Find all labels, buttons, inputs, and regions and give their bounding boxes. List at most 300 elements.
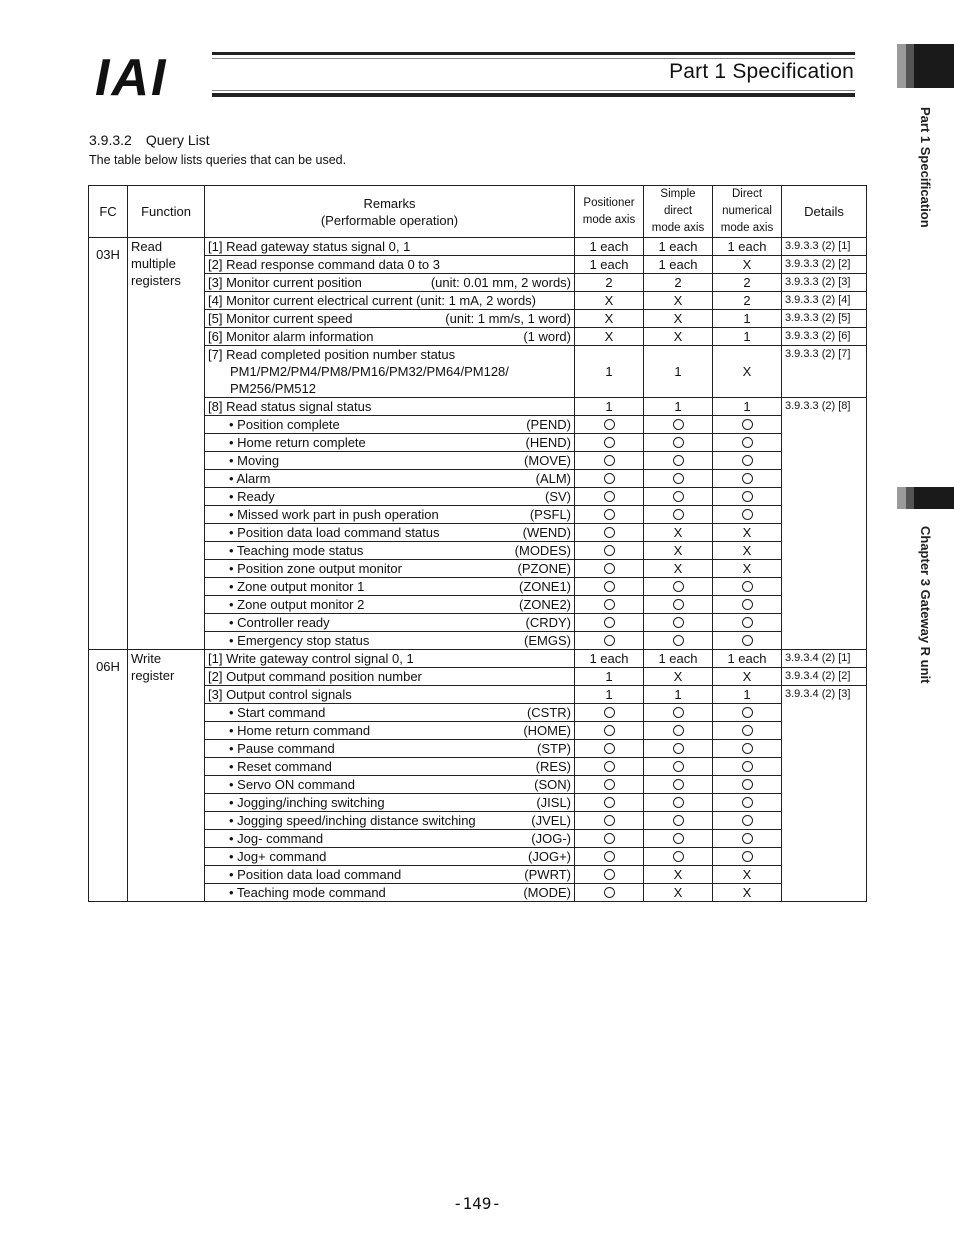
circle-mark-icon (673, 833, 684, 844)
circle-mark-icon (742, 473, 753, 484)
remark-unit: (unit: 0.01 mm, 2 words) (430, 275, 571, 290)
side-label-chapter: Chapter 3 Gateway R unit (918, 526, 933, 684)
signal-label: • Position zone output monitor (229, 561, 402, 576)
header-fc: FC (89, 186, 128, 238)
signal-code: (MODES) (514, 543, 571, 558)
value-cell (713, 416, 782, 434)
value-cell: X (713, 866, 782, 884)
value-cell (575, 632, 644, 650)
value-cell (713, 776, 782, 794)
circle-mark-icon (604, 779, 615, 790)
remark-cell (205, 776, 575, 794)
signal-label: • Ready (229, 489, 275, 504)
remark-cell (205, 596, 575, 614)
signal-code: (PWRT) (524, 867, 571, 882)
remark-cell (205, 830, 575, 848)
fc-cell (89, 650, 128, 902)
remark-cell: [1] Read gateway status signal 0, 1 (205, 238, 575, 256)
circle-mark-icon (673, 473, 684, 484)
value-cell (713, 452, 782, 470)
remark-text: [6] Monitor alarm information (208, 329, 374, 344)
signal-code: (HEND) (525, 435, 571, 450)
table-row (89, 668, 867, 686)
table-row (89, 488, 867, 506)
value-cell: 1 (713, 328, 782, 346)
circle-mark-icon (742, 635, 753, 646)
remark-cell: [3] Output control signals (205, 686, 575, 704)
circle-mark-icon (742, 437, 753, 448)
value-cell: X (644, 328, 713, 346)
table-row (89, 328, 867, 346)
remark-line: PM1/PM2/PM4/PM8/PM16/PM32/PM64/PM128/ (230, 364, 509, 379)
remark-unit: (1 word) (523, 329, 571, 344)
circle-mark-icon (673, 779, 684, 790)
value-cell: 2 (713, 274, 782, 292)
remark-cell: [1] Write gateway control signal 0, 1 (205, 650, 575, 668)
value-cell: 1 each (644, 238, 713, 256)
header-positioner: Positioner mode axis (575, 186, 644, 238)
value-cell (644, 452, 713, 470)
value-cell (644, 740, 713, 758)
signal-label: • Jogging/inching switching (229, 795, 385, 810)
value-cell: 1 (575, 686, 644, 704)
circle-mark-icon (742, 599, 753, 610)
value-cell (713, 740, 782, 758)
value-cell (575, 596, 644, 614)
value-cell (713, 722, 782, 740)
signal-item (208, 416, 571, 433)
signal-item (208, 776, 571, 793)
value-cell: 1 (575, 346, 644, 398)
signal-code: (STP) (537, 741, 571, 756)
circle-mark-icon (604, 455, 615, 466)
circle-mark-icon (742, 491, 753, 502)
value-cell (644, 614, 713, 632)
value-cell: 1 each (575, 256, 644, 274)
signal-label: • Zone output monitor 2 (229, 597, 365, 612)
details-cell: 3.9.3.3 (2) [4] (782, 292, 867, 310)
side-label-part: Part 1 Specification (918, 107, 933, 228)
signal-item (208, 848, 571, 865)
circle-mark-icon (604, 473, 615, 484)
remark-cell (205, 884, 575, 902)
circle-mark-icon (604, 599, 615, 610)
iai-logo (95, 52, 213, 100)
value-cell (575, 524, 644, 542)
circle-mark-icon (742, 761, 753, 772)
signal-item (208, 524, 571, 541)
signal-code: (JOG+) (528, 849, 571, 864)
value-cell (713, 794, 782, 812)
signal-label: • Teaching mode status (229, 543, 364, 558)
circle-mark-icon (604, 527, 615, 538)
value-cell (713, 434, 782, 452)
value-cell (713, 578, 782, 596)
details-cell: 3.9.3.3 (2) [6] (782, 328, 867, 346)
circle-mark-icon (604, 491, 615, 502)
value-cell (575, 776, 644, 794)
value-cell (713, 704, 782, 722)
remark-unit: (unit: 1 mm/s, 1 word) (445, 311, 571, 326)
remark-cell (205, 434, 575, 452)
remark-cell (205, 328, 575, 346)
signal-item (208, 452, 571, 469)
remark-cell (205, 578, 575, 596)
circle-mark-icon (742, 779, 753, 790)
signal-label: • Pause command (229, 741, 335, 756)
circle-mark-icon (604, 851, 615, 862)
signal-code: (JISL) (536, 795, 571, 810)
value-cell: 1 (713, 398, 782, 416)
value-cell: 2 (644, 274, 713, 292)
value-cell (644, 722, 713, 740)
fc-cell (89, 238, 128, 650)
value-cell: 2 (575, 274, 644, 292)
remark-cell (205, 560, 575, 578)
value-cell: X (644, 542, 713, 560)
part-title: Part 1 Specification (669, 60, 854, 83)
value-cell (713, 596, 782, 614)
signal-code: (CSTR) (526, 705, 571, 720)
details-cell: 3.9.3.3 (2) [2] (782, 256, 867, 274)
signal-code: (HOME) (523, 723, 571, 738)
value-cell: X (575, 328, 644, 346)
value-cell (575, 578, 644, 596)
details-cell: 3.9.3.3 (2) [5] (782, 310, 867, 328)
remark-cell (205, 740, 575, 758)
remark-cell (205, 274, 575, 292)
circle-mark-icon (673, 617, 684, 628)
signal-label: • Controller ready (229, 615, 330, 630)
circle-mark-icon (742, 833, 753, 844)
signal-code: (PZONE) (517, 561, 571, 576)
value-cell (575, 848, 644, 866)
value-cell: X (644, 560, 713, 578)
circle-mark-icon (604, 617, 615, 628)
value-cell: X (644, 866, 713, 884)
value-cell: 1 each (713, 238, 782, 256)
details-cell: 3.9.3.3 (2) [1] (782, 238, 867, 256)
value-cell (575, 560, 644, 578)
value-cell (644, 506, 713, 524)
signal-code: (JOG-) (531, 831, 571, 846)
circle-mark-icon (604, 815, 615, 826)
value-cell (575, 434, 644, 452)
header-remarks: Remarks (Performable operation) (205, 186, 575, 238)
signal-item (208, 506, 571, 523)
remark-with-unit (208, 328, 571, 345)
value-cell (644, 830, 713, 848)
circle-mark-icon (604, 833, 615, 844)
value-cell (575, 794, 644, 812)
value-cell (644, 704, 713, 722)
value-cell: 1 each (575, 238, 644, 256)
circle-mark-icon (673, 797, 684, 808)
circle-mark-icon (604, 437, 615, 448)
table-row (89, 542, 867, 560)
signal-code: (JVEL) (531, 813, 571, 828)
svg-text:IAI: IAI (95, 52, 168, 100)
value-cell (575, 884, 644, 902)
circle-mark-icon (604, 725, 615, 736)
section-number: 3.9.3.2 (89, 132, 132, 148)
circle-mark-icon (673, 851, 684, 862)
circle-mark-icon (742, 617, 753, 628)
signal-label: • Zone output monitor 1 (229, 579, 365, 594)
value-cell: 1 (644, 398, 713, 416)
value-cell: 1 (713, 686, 782, 704)
value-cell: 1 (575, 398, 644, 416)
value-cell (575, 416, 644, 434)
fc-code: 06H (96, 659, 120, 674)
remark-line: [7] Read completed position number status (208, 347, 456, 362)
header-function: Function (128, 186, 205, 238)
value-cell (575, 488, 644, 506)
circle-mark-icon (604, 869, 615, 880)
table-row (89, 506, 867, 524)
circle-mark-icon (604, 509, 615, 520)
remark-cell (205, 848, 575, 866)
signal-label: • Moving (229, 453, 280, 468)
details-cell: 3.9.3.4 (2) [3] (782, 686, 867, 902)
value-cell (575, 830, 644, 848)
table-row (89, 758, 867, 776)
table-row (89, 578, 867, 596)
remark-cell (205, 452, 575, 470)
circle-mark-icon (604, 545, 615, 556)
signal-item (208, 866, 571, 883)
signal-item (208, 596, 571, 613)
remark-cell (205, 614, 575, 632)
remark-cell (205, 470, 575, 488)
table-row (89, 596, 867, 614)
value-cell: X (644, 292, 713, 310)
value-cell (644, 578, 713, 596)
section-heading (89, 132, 210, 148)
table-row (89, 848, 867, 866)
value-cell: X (644, 668, 713, 686)
circle-mark-icon (673, 455, 684, 466)
value-cell: 1 each (644, 256, 713, 274)
circle-mark-icon (673, 491, 684, 502)
value-cell (644, 794, 713, 812)
function-line: multiple (131, 256, 176, 271)
circle-mark-icon (673, 419, 684, 430)
circle-mark-icon (673, 761, 684, 772)
circle-mark-icon (742, 455, 753, 466)
remark-cell: [2] Output command position number (205, 668, 575, 686)
table-row (89, 650, 867, 668)
section-description: The table below lists queries that can be used. (89, 153, 347, 167)
table-row (89, 812, 867, 830)
signal-label: • Position complete (229, 417, 340, 432)
value-cell (644, 488, 713, 506)
remark-with-unit (208, 274, 571, 291)
signal-label: • Jogging speed/inching distance switching (229, 813, 476, 828)
table-row (89, 452, 867, 470)
table-row (89, 238, 867, 256)
circle-mark-icon (673, 437, 684, 448)
remark-cell (205, 812, 575, 830)
signal-item (208, 704, 571, 721)
value-cell (713, 614, 782, 632)
circle-mark-icon (742, 509, 753, 520)
table-row (89, 686, 867, 704)
circle-mark-icon (742, 797, 753, 808)
circle-mark-icon (673, 509, 684, 520)
circle-mark-icon (742, 419, 753, 430)
header-details: Details (782, 186, 867, 238)
table-row (89, 776, 867, 794)
table-row (89, 256, 867, 274)
remark-cell: [4] Monitor current electrical current (unit: 1 mA, 2 words) (205, 292, 575, 310)
circle-mark-icon (673, 581, 684, 592)
circle-mark-icon (673, 599, 684, 610)
signal-item (208, 470, 571, 487)
signal-item (208, 740, 571, 757)
signal-code: (MODE) (523, 885, 571, 900)
signal-label: • Jog+ command (229, 849, 327, 864)
remark-cell (205, 346, 575, 398)
signal-item (208, 830, 571, 847)
value-cell (713, 470, 782, 488)
value-cell: X (644, 310, 713, 328)
value-cell: X (713, 256, 782, 274)
circle-mark-icon (604, 743, 615, 754)
remark-text: [5] Monitor current speed (208, 311, 353, 326)
table-row (89, 614, 867, 632)
value-cell: 1 each (644, 650, 713, 668)
side-tab-marker-chapter (897, 487, 954, 509)
circle-mark-icon (742, 725, 753, 736)
signal-item (208, 632, 571, 649)
circle-mark-icon (673, 743, 684, 754)
circle-mark-icon (604, 419, 615, 430)
table-row (89, 632, 867, 650)
signal-label: • Missed work part in push operation (229, 507, 439, 522)
signal-label: • Emergency stop status (229, 633, 370, 648)
remark-cell (205, 542, 575, 560)
signal-label: • Position data load command status (229, 525, 440, 540)
signal-item (208, 758, 571, 775)
circle-mark-icon (742, 851, 753, 862)
value-cell (575, 722, 644, 740)
value-cell (575, 758, 644, 776)
signal-code: (CRDY) (525, 615, 571, 630)
value-cell (644, 776, 713, 794)
circle-mark-icon (742, 743, 753, 754)
value-cell (713, 632, 782, 650)
value-cell: 1 (713, 310, 782, 328)
value-cell (575, 470, 644, 488)
value-cell (575, 506, 644, 524)
signal-label: • Home return complete (229, 435, 366, 450)
value-cell: X (644, 884, 713, 902)
value-cell (644, 848, 713, 866)
value-cell (575, 704, 644, 722)
remark-cell (205, 722, 575, 740)
value-cell: X (713, 560, 782, 578)
signal-code: (WEND) (522, 525, 571, 540)
value-cell (575, 614, 644, 632)
table-row (89, 346, 867, 398)
signal-item (208, 434, 571, 451)
signal-code: (ALM) (535, 471, 571, 486)
remark-cell (205, 524, 575, 542)
value-cell: X (713, 884, 782, 902)
signal-label: • Alarm (229, 471, 271, 486)
details-cell: 3.9.3.3 (2) [3] (782, 274, 867, 292)
circle-mark-icon (673, 725, 684, 736)
value-cell (644, 434, 713, 452)
circle-mark-icon (604, 581, 615, 592)
signal-code: (ZONE1) (519, 579, 571, 594)
value-cell (713, 812, 782, 830)
circle-mark-icon (604, 635, 615, 646)
value-cell (713, 758, 782, 776)
value-cell (575, 812, 644, 830)
table-row (89, 704, 867, 722)
page-number: -149- (452, 1194, 502, 1213)
remark-cell (205, 758, 575, 776)
signal-code: (MOVE) (524, 453, 571, 468)
signal-code: (RES) (535, 759, 571, 774)
table-row (89, 884, 867, 902)
signal-label: • Reset command (229, 759, 332, 774)
signal-code: (SV) (545, 489, 571, 504)
value-cell (644, 416, 713, 434)
circle-mark-icon (742, 707, 753, 718)
table-row (89, 310, 867, 328)
value-cell (644, 596, 713, 614)
details-cell: 3.9.3.4 (2) [2] (782, 668, 867, 686)
signal-item (208, 884, 571, 901)
circle-mark-icon (604, 887, 615, 898)
signal-item (208, 614, 571, 631)
value-cell (644, 812, 713, 830)
circle-mark-icon (673, 815, 684, 826)
signal-item (208, 812, 571, 829)
remark-cell (205, 866, 575, 884)
value-cell (713, 848, 782, 866)
signal-code: (SON) (534, 777, 571, 792)
signal-label: • Servo ON command (229, 777, 355, 792)
fc-code: 03H (96, 247, 120, 262)
table-header-row (89, 186, 867, 238)
side-tab-marker (897, 44, 954, 88)
remark-cell (205, 506, 575, 524)
table-row (89, 740, 867, 758)
table-row (89, 866, 867, 884)
value-cell (575, 866, 644, 884)
header-direct-numerical: Direct numerical mode axis (713, 186, 782, 238)
signal-code: (EMGS) (524, 633, 571, 648)
signal-code: (ZONE2) (519, 597, 571, 612)
signal-item (208, 578, 571, 595)
value-cell: X (713, 668, 782, 686)
circle-mark-icon (673, 707, 684, 718)
remark-cell (205, 794, 575, 812)
table-row (89, 794, 867, 812)
function-line: register (131, 668, 175, 683)
section-title: Query List (145, 132, 210, 148)
function-cell (128, 238, 205, 650)
signal-item (208, 794, 571, 811)
remark-cell (205, 704, 575, 722)
table-row (89, 434, 867, 452)
circle-mark-icon (604, 761, 615, 772)
value-cell (644, 758, 713, 776)
